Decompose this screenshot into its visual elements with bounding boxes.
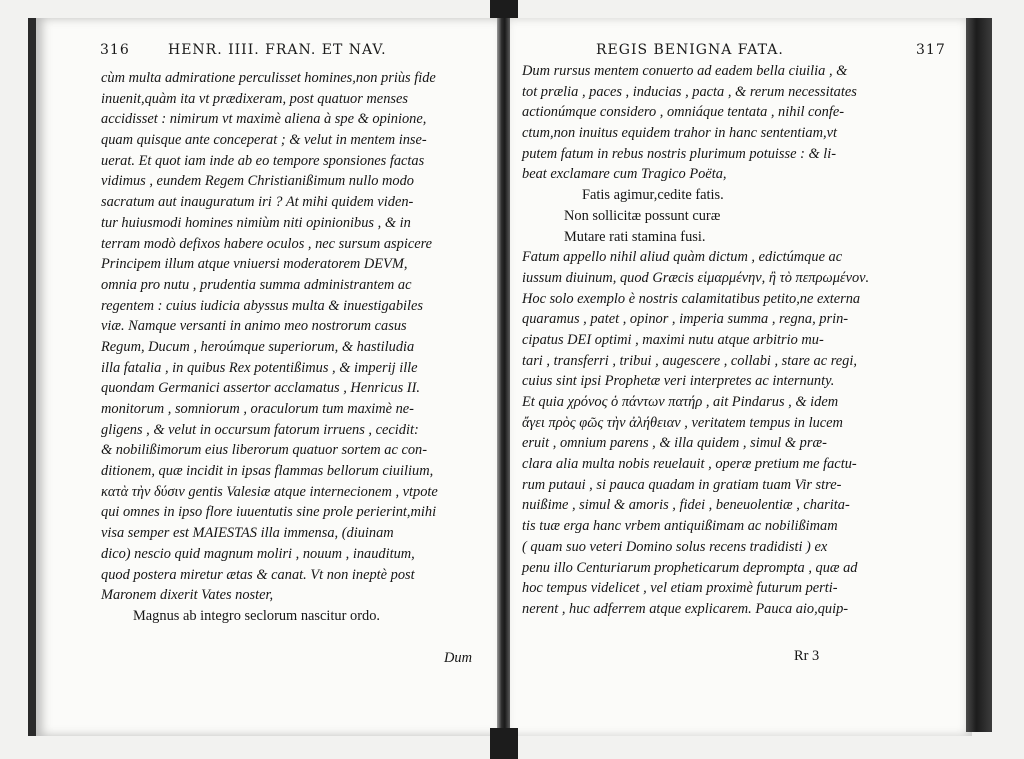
text-line: qui omnes in ipso flore iuuentutis sine prole perierint,mihi (101, 504, 437, 521)
text-line: terram modò defixos habere oculos , nec sursum aspicere (101, 235, 433, 252)
text-line: accidisset : nimirum vt maximè aliena à spe & opinione, (101, 111, 427, 128)
right-page-edge (966, 18, 992, 732)
text-line: Regum, Ducum , heroúmque superiorum, & hastiludia (101, 338, 415, 355)
text-line: Fatum appello nihil aliud quàm dictum , edictúmque ac (522, 249, 843, 266)
verse-line: Fatis agimur,cedite fatis. (582, 187, 724, 204)
text-line: ἄγει πρὸς φῶς τὴν ἀλήθειαν , veritatem tempus in lucem (522, 414, 843, 431)
text-line: gligens , & velut in occursum fatorum irruens , cecidit: (101, 421, 419, 438)
text-line: eruit , omnium parens , & illa quidem , simul & præ- (522, 435, 827, 452)
left-catchword: Dum (444, 650, 472, 666)
text-line: tis tuæ erga hanc vrbem antiquißimam ac nobilißimam (522, 518, 838, 535)
text-line: putem fatum in rebus nostris plurimum potuisse : & li- (522, 145, 837, 162)
verse-line: Magnus ab integro seclorum nascitur ordo. (133, 607, 380, 624)
text-line: uerat. Et quot iam inde ab eo tempore sponsiones factas (101, 152, 425, 169)
text-line: actionúmque considero , omniáque tentata , nihil confe- (522, 104, 844, 121)
right-signature-mark: Rr 3 (794, 648, 820, 664)
text-line: nerent , huc adferrem atque explicarem. Pauca aio,quip- (522, 600, 849, 617)
text-line: Principem illum atque vniuersi moderatorem DEVM, (101, 256, 408, 273)
text-line: hoc tempus videlicet , vel etiam proximè futurum perti- (522, 580, 838, 597)
text-line: dico) nescio quid magnum moliri , nouum , inauditum, (101, 545, 415, 562)
text-line: quondam Germanici assertor acclamatus , Henricus II. (101, 380, 420, 397)
text-line: illa fatalia , in quibus Rex potentißimus , & imperij ille (101, 359, 418, 376)
text-line: quam quisque ante conceperat ; & velut in mentem inse- (101, 132, 427, 149)
verse-line: Non sollicitæ possunt curæ (564, 207, 721, 224)
gutter-bottom-shadow (490, 728, 518, 759)
text-line: cùm multa admiratione perculisset homines,non priùs fide (101, 70, 436, 86)
text-line: cipatus DEI optimi , maximi nutu atque arbitrio mu- (522, 331, 824, 348)
text-line: & nobilißimorum eius liberorum quatuor sortem ac con- (101, 442, 428, 459)
text-line: κατὰ τὴν δύσιν gentis Valesiæ atque internecionem , vtpote (101, 483, 438, 500)
right-running-title: REGIS BENIGNA FATA. (596, 42, 784, 58)
text-line: beat exclamare cum Tragico Poëta, (522, 166, 727, 183)
text-line: tari , transferri , tribui , augescere , collabi , stare ac regi, (522, 352, 857, 369)
text-line: tot prælia , paces , inducias , pacta , & rerum necessitates (522, 83, 857, 100)
text-line: Et quia χρόνος ὁ πάντων πατήρ , ait Pindarus , & idem (522, 394, 839, 410)
text-line: nuißime , simul & amoris , fidei , beneuolentiæ , charita- (522, 497, 850, 514)
text-line: iussum diuinum, quod Græcis εἱμαρμένην, ἢ τὸ πεπρωμένον. (522, 269, 870, 286)
text-line: rum putaui , si pauca quadam in gratiam tuam Vir stre- (522, 476, 842, 493)
text-line: visa semper est MAIESTAS illa immensa, (diuinam (101, 525, 394, 542)
text-line: cuius sint ipsi Prophetæ veri interpretes ac internunty. (522, 373, 835, 390)
verse-line: Mutare rati stamina fusi. (564, 228, 706, 245)
book-gutter (497, 0, 510, 759)
left-running-title: HENR. IIII. FRAN. ET NAV. (168, 42, 387, 58)
text-line: monitorum , somniorum , oraculorum tum maximè ne- (101, 401, 414, 417)
text-line: quod postera miretur ætas & canat. Vt non ineptè post (101, 566, 415, 583)
gutter-top-shadow (490, 0, 518, 18)
left-body-text (101, 68, 438, 627)
text-line: quaramus , patet , opinor , imperia summa , regna, prin- (522, 311, 849, 328)
text-line: regentem : cuius iudicia abyssus multa & inuestigabiles (101, 297, 424, 314)
text-line: ctum,non inuitus equidem trahor in hanc sententiam,vt (522, 125, 837, 142)
text-line: tur huiusmodi homines nimiùm niti opinionibus , & in (101, 214, 411, 231)
text-line: penu illo Centuriarum propheticarum deprompta , quæ ad (522, 559, 858, 576)
right-folio: 317 (916, 42, 946, 58)
text-line: clara alia multa nobis reuelauit , operæ pretium me factu- (522, 456, 857, 473)
text-line: Dum rursus mentem conuerto ad eadem bella ciuilia , & (522, 63, 848, 79)
text-line: sacratum aut inauguratum iri ? At mihi quidem viden- (101, 194, 414, 211)
text-line: viæ. Namque versanti in animo meo nostrorum casus (101, 318, 407, 335)
text-line: ( quam suo veteri Domino solus recens tradidisti ) ex (522, 538, 828, 555)
right-body-text (522, 61, 869, 620)
text-line: inuenit,quàm ita vt prædixeram, post quatuor menses (101, 90, 408, 107)
text-line: omnia pro nutu , prudentia summa administrantem ac (101, 276, 412, 293)
text-line: vidimus , eundem Regem Christianißimum nullo modo (101, 173, 414, 190)
text-line: ditionem, quæ incidit in ipsas flammas bellorum ciuilium, (101, 463, 434, 480)
text-line: Maronem dixerit Vates noster, (101, 587, 274, 604)
text-line: Hoc solo exemplo è nostris calamitatibus petito,ne externa (522, 290, 861, 307)
left-folio: 316 (100, 42, 130, 58)
